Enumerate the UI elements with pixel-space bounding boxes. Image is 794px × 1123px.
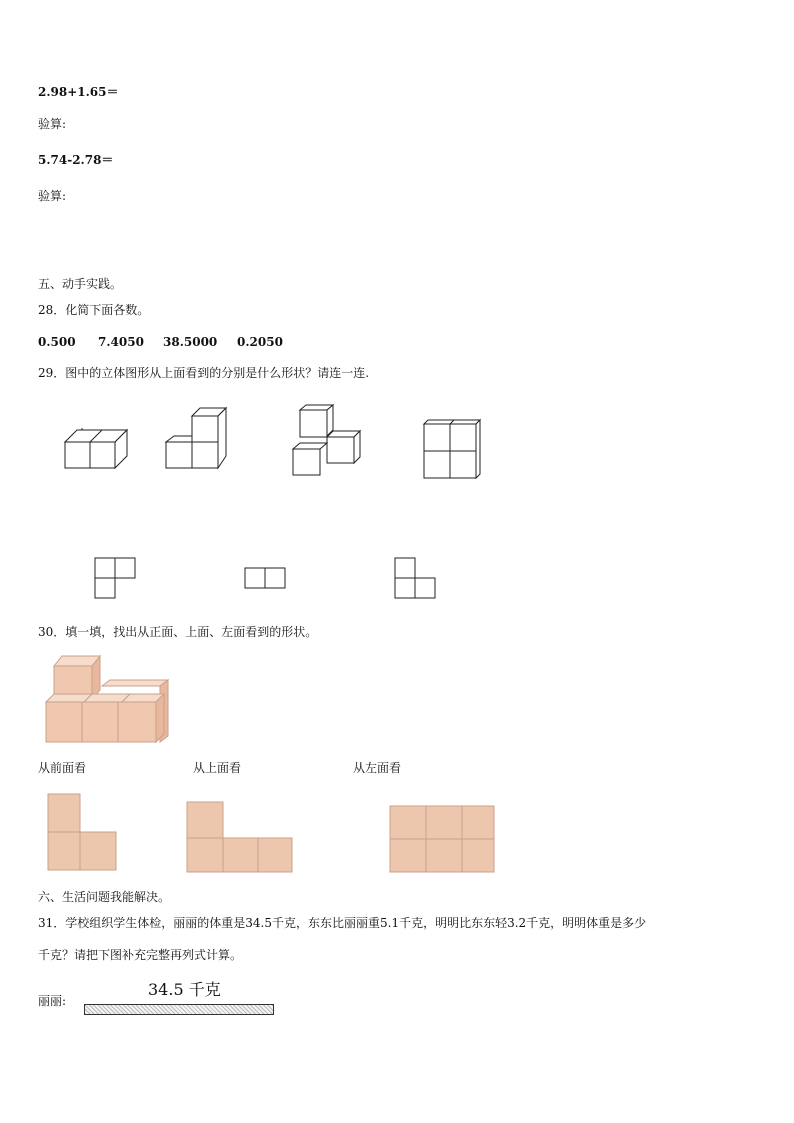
q29-top-views (90, 555, 440, 601)
q30-solid (40, 650, 175, 750)
section-6-title: 六、生活问题我能解决。 (38, 890, 171, 904)
check-label-2: 验算: (38, 189, 67, 203)
q30-label-top: 从上面看 (193, 761, 242, 775)
q30-label-front: 从前面看 (38, 761, 87, 775)
expression-1: 2.98+1.65＝ (38, 85, 119, 99)
q29-title: 29．图中的立体图形从上面看到的分别是什么形状？请连一连. (38, 366, 370, 380)
q30-label-left: 从左面看 (353, 761, 402, 775)
solid-2 (166, 408, 226, 468)
lili-label: 丽丽: (38, 994, 67, 1008)
q30-views (40, 790, 500, 876)
lili-weight-bar (84, 1004, 274, 1015)
bar-value-label: 34.5 千克 (148, 980, 221, 999)
top-view (187, 802, 292, 872)
solid-3 (293, 405, 360, 475)
front-view (48, 794, 116, 870)
expression-2: 5.74-2.78＝ (38, 153, 114, 167)
q31-line-1: 31．学校组织学生体检，丽丽的体重是34.5千克，东东比丽丽重5.1千克，明明比东东轻3.2千克，明明体重是多少 (38, 916, 647, 930)
q30-title: 30．填一填，找出从正面、上面、左面看到的形状。 (38, 625, 318, 639)
solid-1 (65, 428, 127, 468)
section-5-title: 五、动手实践。 (38, 277, 123, 291)
left-view (390, 806, 494, 872)
q29-solids (60, 400, 490, 482)
q28-number-1: 0.500 (38, 335, 76, 349)
top-view-1 (95, 558, 135, 598)
q28-number-2: 7.4050 (98, 335, 144, 349)
q28-number-3: 38.5000 (163, 335, 218, 349)
check-label-1: 验算: (38, 117, 67, 131)
q31-line-2: 千克？请把下图补充完整再列式计算。 (38, 948, 243, 962)
q28-number-4: 0.2050 (237, 335, 283, 349)
q28-title: 28．化简下面各数。 (38, 303, 150, 317)
top-view-3 (395, 558, 435, 598)
top-view-2 (245, 568, 285, 588)
solid-4 (424, 420, 480, 478)
